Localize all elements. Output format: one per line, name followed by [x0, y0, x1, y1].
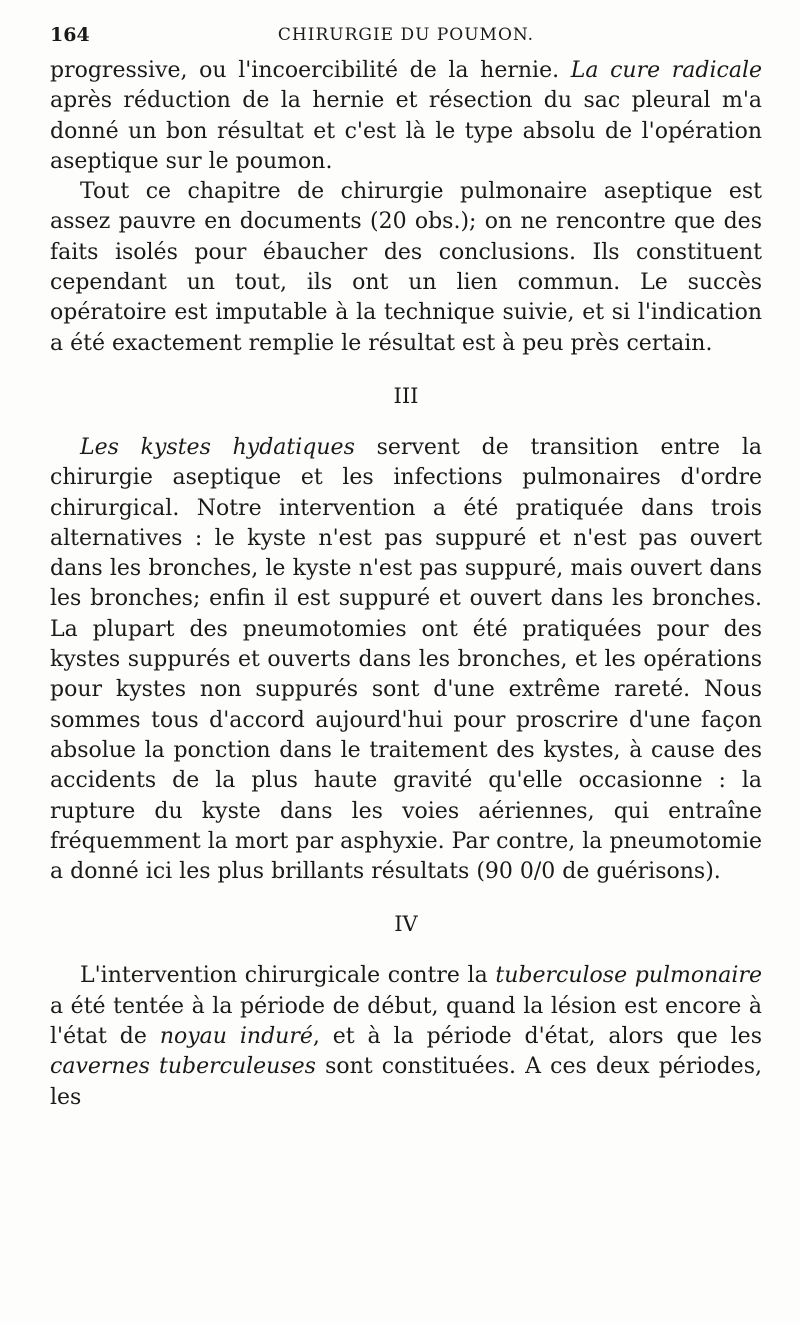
- page-number: 164: [50, 24, 90, 46]
- paragraph-2: Tout ce chapitre de chirurgie pulmonaire aseptique est assez pauvre en documents (20 obs.); on ne rencontre que des faits isolés pour ébaucher des conclusions. Ils constituent cependant un tout, ils ont un lien commun. Le succès opératoire est imputable à la technique suivie, et si l'indication a été exactement remplie le résultat est à peu près certain.: [50, 179, 762, 356]
- body-text: [50, 56, 762, 1113]
- paragraph-3-text: servent de transition entre la chirurgie aseptique et les infections pulmonaires d'ordre chirurgical. Notre intervention a été pratiquée dans trois alternatives : le kyste n'est pas suppuré et n'est pas ouvert dans les bronches, le kyste n'est pas suppuré, mais ouvert dans les bronches; enfin il est suppuré et ouvert dans les bronches. La plupart des pneumotomies ont été pratiquées pour des kystes suppurés et ouverts dans les bronches, et les opérations pour kystes non suppurés sont d'une extrême rareté. Nous sommes tous d'accord aujourd'hui pour proscrire d'une façon absolue la ponction dans le traitement des kystes, à cause des accidents de la plus haute gravité qu'elle occasionne : la rupture du kyste dans les voies aériennes, qui entraîne fréquemment la mort par asphyxie. Par contre, la pneumotomie a donné ici les plus brillants résultats (90 0/0 de guérisons).: [50, 434, 762, 885]
- paragraph-4-italic-tuberculose: tuberculose pulmonaire: [495, 963, 762, 989]
- section-heading-iv: IV: [394, 912, 418, 937]
- paragraph-4-italic-noyau-indure: noyau induré: [159, 1024, 313, 1050]
- paragraph-4-text-c: , et à la période d'état, alors que les: [312, 1024, 762, 1050]
- running-head: CHIRURGIE DU POUMON.: [277, 25, 535, 45]
- page-header: [50, 20, 762, 50]
- paragraph-4: [50, 961, 762, 1112]
- paragraph-4-text-a: L'intervention chirurgicale contre la: [80, 963, 496, 989]
- paragraph-4-italic-cavernes: cavernes tuberculeuses: [50, 1054, 316, 1080]
- paragraph-4-text-d: sont constituées. A ces deux périodes, les: [50, 1054, 762, 1110]
- paragraph-3-italic-kystes-hydatiques: Les kystes hydatiques: [80, 434, 355, 460]
- paragraph-1-italic-cure-radicale: La cure radicale: [570, 58, 763, 83]
- paragraph-3: [50, 433, 762, 887]
- paragraph-4-text-b: a été tentée à la période de début, quand la lésion est encore à l'état de: [50, 993, 762, 1050]
- paragraph-1-text-b: après réduction de la hernie et résection du sac pleural m'a donné un bon résultat et c'est là le type absolu de l'opération aseptique sur le poumon.: [50, 88, 762, 174]
- section-heading-iii: III: [393, 383, 419, 408]
- paragraph-1-text-a: progressive, ou l'incoercibilité de la hernie.: [50, 58, 571, 83]
- paragraph-1: [50, 56, 762, 177]
